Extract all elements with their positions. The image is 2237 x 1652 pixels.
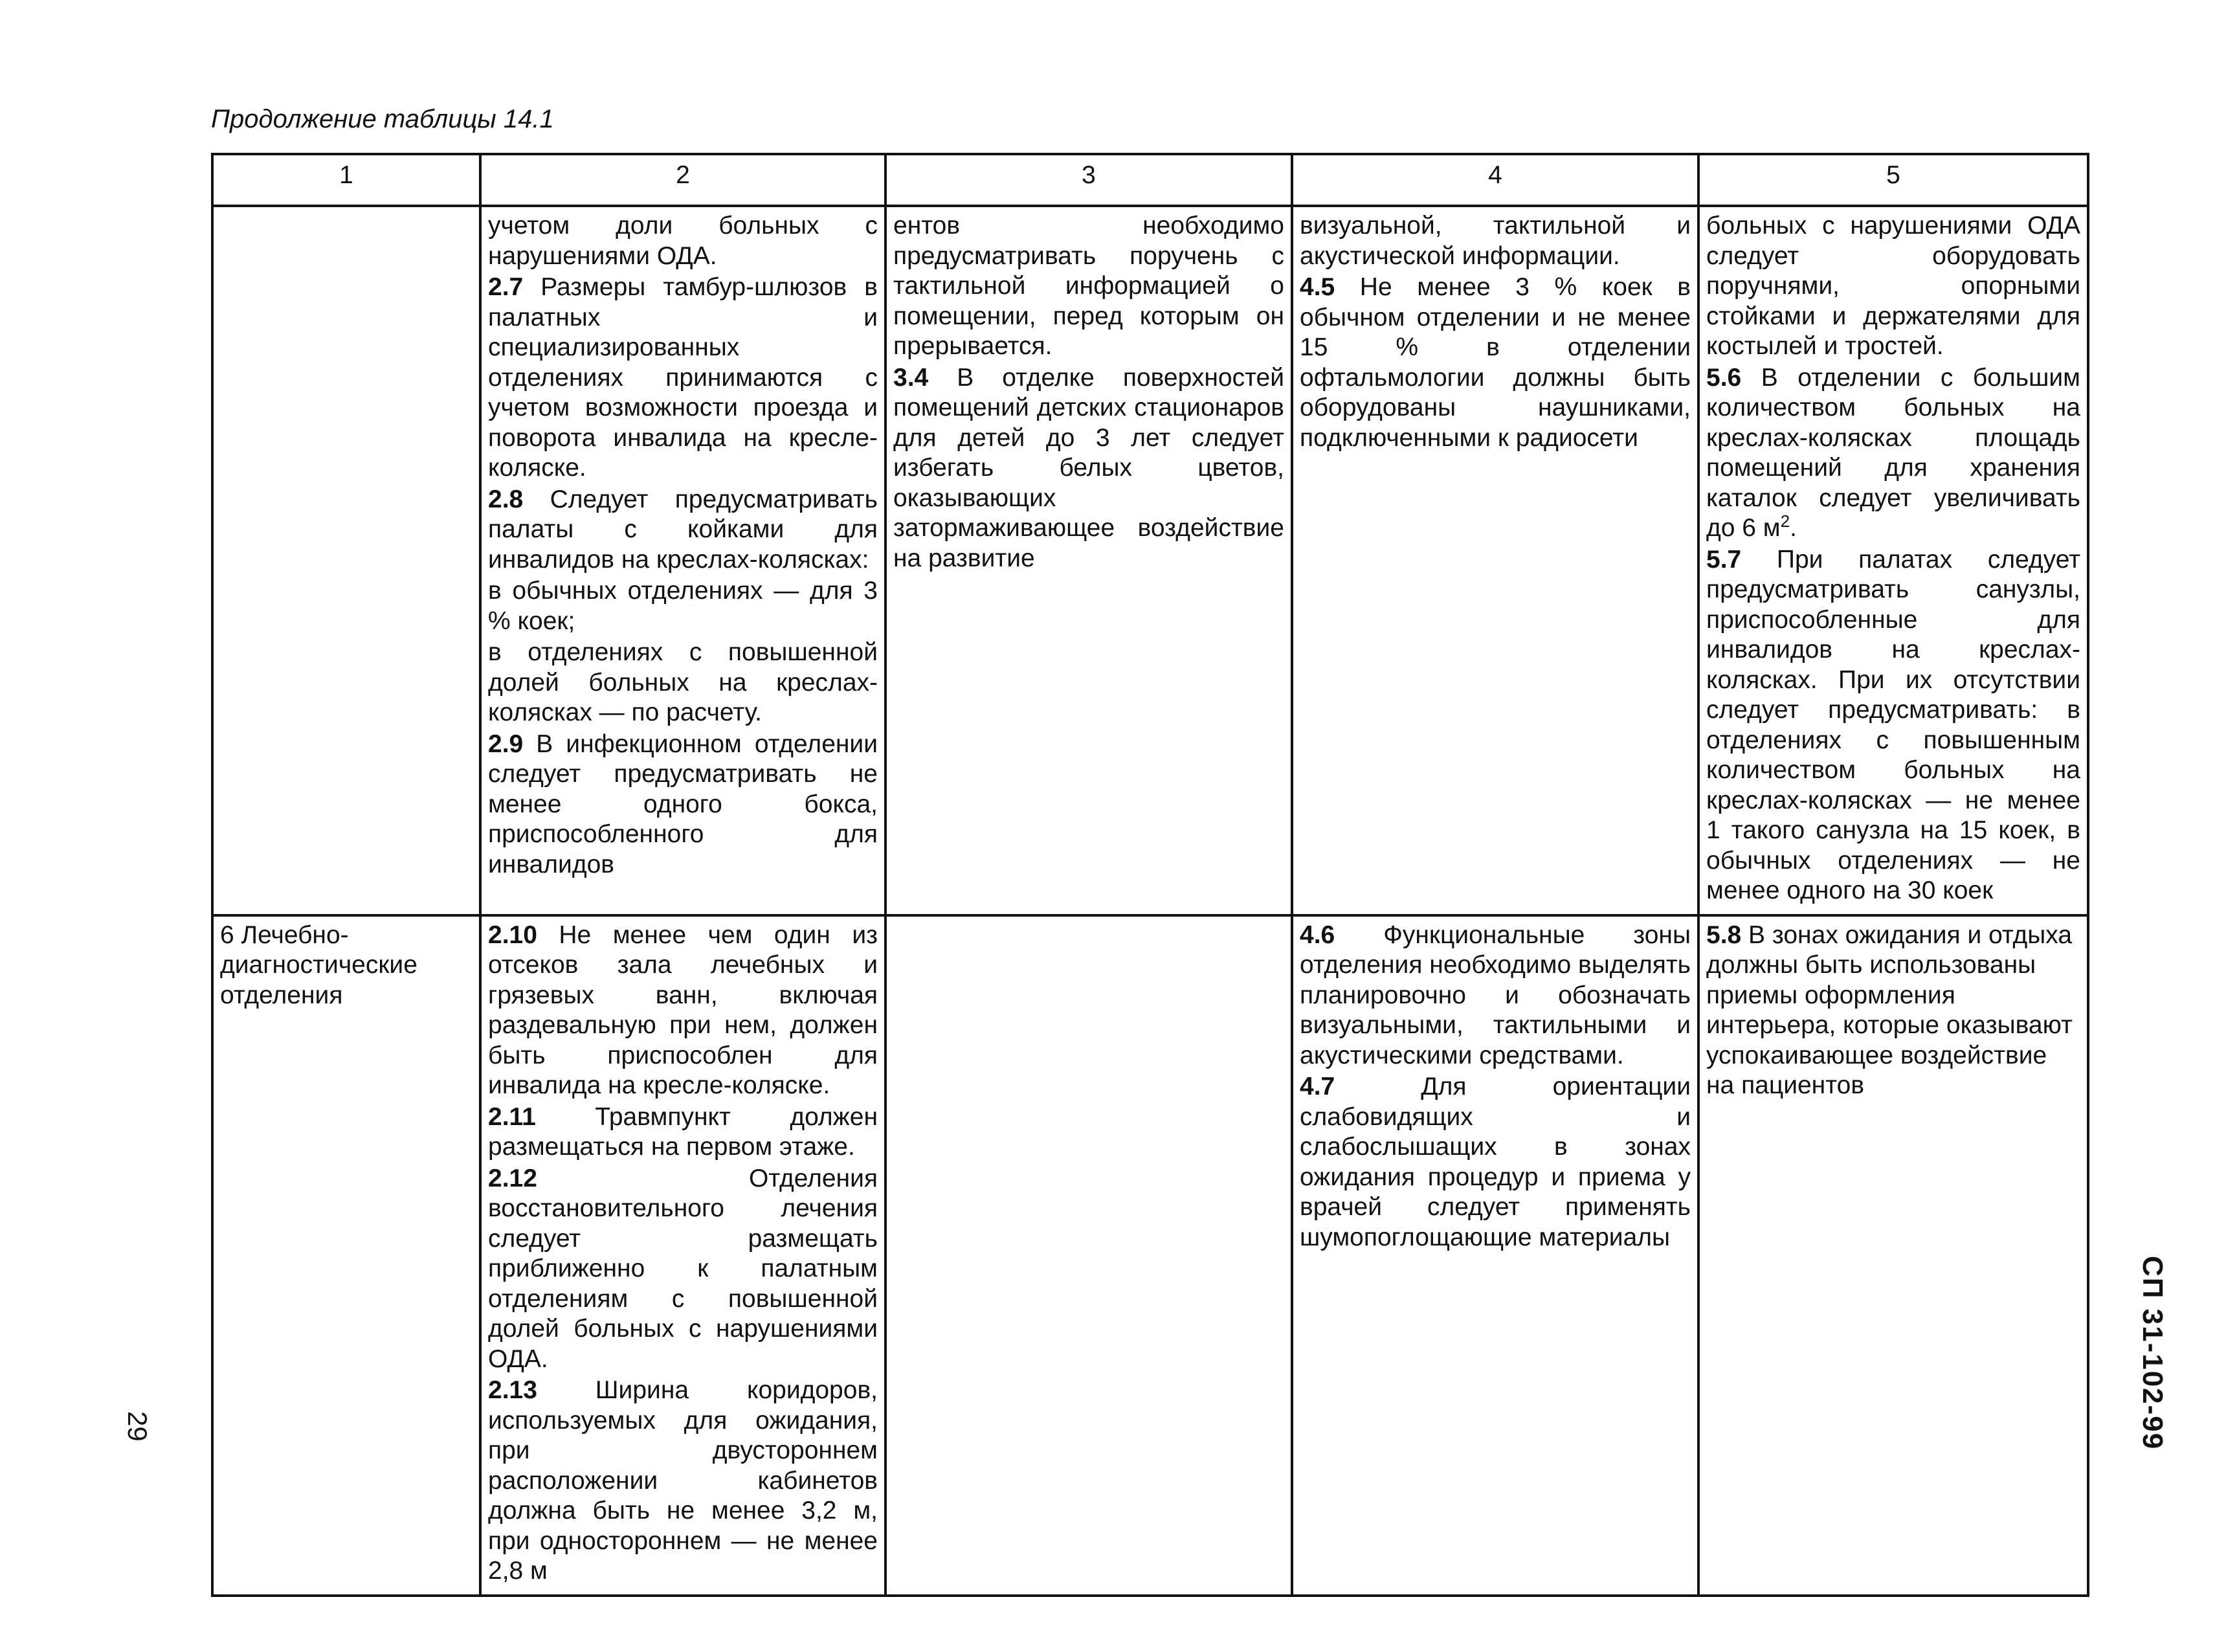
column-header-5: 5 xyxy=(1698,154,2088,206)
paragraph: 5.6 В отделении с большим количеством больных на креслах-колясках площадь помещений для хранения каталок следует увеличивать до 6 $м^2$. xyxy=(1706,363,2080,542)
paragraph: в обычных отделениях — для 3 % коек; xyxy=(488,577,878,635)
table-row xyxy=(212,206,2088,915)
row2-col3-cell xyxy=(885,915,1292,1596)
row1-col1-cell xyxy=(212,206,480,915)
paragraph: 2.8 Следует предусматривать палаты с койками для инвалидов на креслах-колясках: xyxy=(488,485,878,574)
paragraph: 2.13 Ширина коридоров, используемых для ожидания, при двустороннем расположении кабинетов должна быть не менее 3,2 м, при одностороннем — не менее 2,8 м xyxy=(488,1376,878,1585)
row1-col2-cell xyxy=(480,206,885,915)
paragraph: 4.6 Функциональные зоны отделения необходимо выделять планировочно и обозначать визуальными, тактильными и акустическими средствами. xyxy=(1300,921,1691,1069)
table-header-row xyxy=(212,154,2088,206)
paragraph: 5.8 В зонах ожидания и отдыха должны быть использованы приемы оформления интерьера, которые оказывают успокаивающее воздействие на пациентов xyxy=(1706,921,2073,1099)
section-label: 6 Лечебно-диагностические отделения xyxy=(220,921,417,1009)
paragraph: 2.7 Размеры тамбур-шлюзов в палатных и специализированных отделениях принимаются с учетом возможности проезда и поворота инвалида на кресле-коляске. xyxy=(488,273,878,482)
document-code: СП 31-102-99 xyxy=(2137,1256,2168,1451)
paragraph: визуальной, тактильной и акустической информации. xyxy=(1300,212,1691,270)
row1-col5-cell xyxy=(1698,206,2088,915)
column-header-2: 2 xyxy=(480,154,885,206)
table-caption: Продолжение таблицы 14.1 xyxy=(211,105,554,133)
paragraph: 5.7 При палатах следует предусматривать санузлы, приспособленные для инвалидов на креслах-колясках. При их отсутствии следует предусматривать: в отделениях с повышенным количеством больных на креслах-колясках — не менее 1 такого санузла на 15 коек, в обычных отделениях — не менее одного на 30 коек xyxy=(1706,545,2080,904)
column-header-4: 4 xyxy=(1292,154,1698,206)
row2-col1-cell xyxy=(212,915,480,1596)
page-number: 29 xyxy=(122,1411,153,1442)
superscript: 2 xyxy=(1780,511,1790,531)
paragraph: ентов необходимо предусматривать поручень с тактильной информацией о помещении, перед которым он прерывается. xyxy=(893,212,1284,360)
paragraph: 4.5 Не менее 3 % коек в обычном отделении и не менее 15 % в отделении офтальмологии должны быть оборудованы наушниками, подключенными к радиосети xyxy=(1300,273,1691,452)
row2-col5-cell xyxy=(1698,915,2088,1596)
column-header-3: 3 xyxy=(885,154,1292,206)
row2-col2-cell xyxy=(480,915,885,1596)
paragraph: 2.9 В инфекционном отделении следует предусматривать не менее одного бокса, приспособленного для инвалидов xyxy=(488,730,878,878)
paragraph: 2.11 Травмпункт должен размещаться на первом этаже. xyxy=(488,1102,878,1161)
paragraph: 4.7 Для ориентации слабовидящих и слабослышащих в зонах ожидания процедур и приема у врачей следует применять шумопоглощающие материалы xyxy=(1300,1073,1691,1251)
paragraph: учетом доли больных с нарушениями ОДА. xyxy=(488,212,878,270)
row2-col4-cell xyxy=(1292,915,1698,1596)
paragraph: в отделениях с повышенной долей больных на креслах-колясках — по расчету. xyxy=(488,638,878,726)
column-header-1: 1 xyxy=(212,154,480,206)
row1-col4-cell xyxy=(1292,206,1698,915)
table-row xyxy=(212,915,2088,1596)
requirements-table xyxy=(211,153,2089,1597)
paragraph: 2.10 Не менее чем один из отсеков зала лечебных и грязевых ванн, включая раздевальную при нем, должен быть приспособлен для инвалида на кресле-коляске. xyxy=(488,921,878,1099)
paragraph: 3.4 В отделке поверхностей помещений детских стационаров для детей до 3 лет следует избегать белых цветов, оказывающих затормаживающее воздействие на развитие xyxy=(893,363,1284,572)
paragraph: больных с нарушениями ОДА следует оборудовать поручнями, опорными стойками и держателями для костылей и тростей. xyxy=(1706,212,2080,360)
row1-col3-cell xyxy=(885,206,1292,915)
paragraph: 2.12 Отделения восстановительного лечения следует размещать приближенно к палатным отделениям с повышенной долей больных с нарушениями ОДА. xyxy=(488,1164,878,1373)
